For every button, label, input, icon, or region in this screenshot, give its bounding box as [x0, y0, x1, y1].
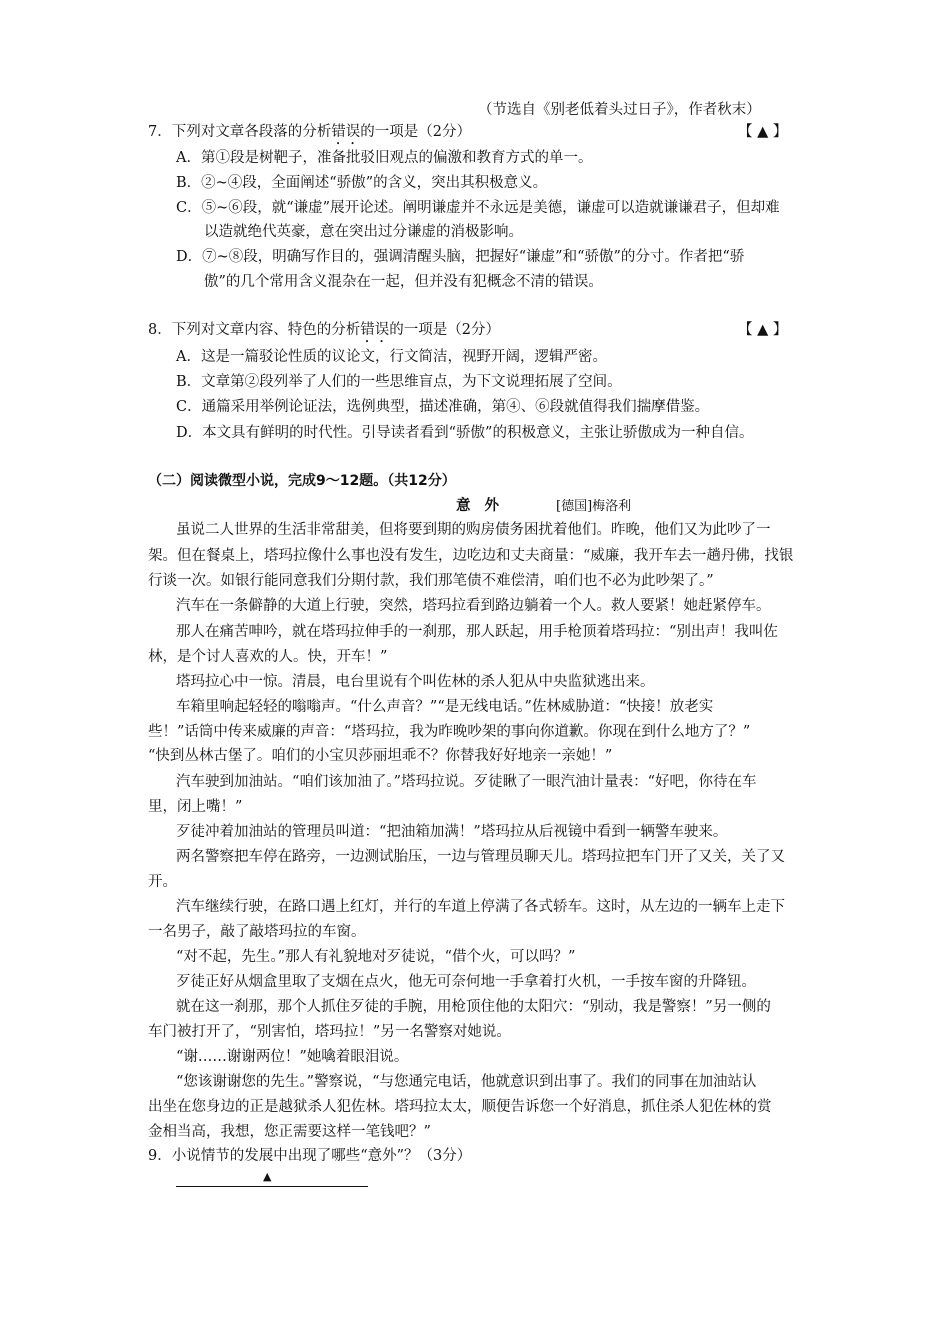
- story-line: 汽车驶到加油站。“咱们该加油了。”塔玛拉说。歹徒瞅了一眼汽油计量表：“好吧，你待在车: [176, 774, 757, 790]
- question-7-stem: [148, 122, 471, 148]
- story-line: “快到丛林古堡了。咱们的小宝贝莎丽坦乖不？你替我好好地亲一亲她！”: [148, 748, 613, 764]
- q7-option-b: B．②~④段，全面阐述“骄傲”的含义，突出其积极意义。: [176, 175, 548, 191]
- question-8-emphasis: 错误: [360, 322, 390, 338]
- story-line: “您该谢谢您的先生。”警察说，“与您通完电话，他就意识到出事了。我们的同事在加油站认: [176, 1074, 757, 1090]
- story-line: 架。但在餐桌上，塔玛拉像什么事也没有发生，边吃边和丈夫商量：“威廉，我开车去一趟丹佛，找银: [148, 548, 794, 564]
- story-line: 行谈一次。如银行能同意我们分期付款，我们那笔债不难偿清，咱们也不必为此吵架了。”: [148, 573, 714, 589]
- source-note: （节选自《别老低着头过日子》，作者秋末）: [478, 102, 761, 118]
- story-line: 车门被打开了，“别害怕，塔玛拉！”另一名警察对她说。: [148, 1024, 511, 1040]
- story-line: 虽说二人世界的生活非常甜美，但将要到期的购房债务困扰着他们。昨晚，他们又为此吵了一: [176, 522, 771, 538]
- story-line: 里，闭上嘴！”: [148, 799, 243, 815]
- question-7-stem-b: 的一项是（2分）: [360, 124, 471, 140]
- answer-line[interactable]: [176, 1186, 368, 1187]
- story-line: 就在这一刹那，那个人抓住歹徒的手腕，用枪顶住他的太阳穴：“别动，我是警察！”另一侧的: [176, 999, 771, 1015]
- q7-option-d: D．⑦~⑧段，明确写作目的，强调清醒头脑，把握好“谦虚”和“骄傲”的分寸。作者把“骄: [176, 249, 745, 265]
- story-line: 林，是个讨人喜欢的人。快，开车！”: [148, 649, 388, 665]
- question-7-answer-box[interactable]: 【 ▲ 】: [738, 124, 788, 140]
- story-line: 歹徒正好从烟盒里取了支烟在点火，他无可奈何地一手拿着打火机，一手按车窗的升降钮。: [176, 974, 756, 990]
- q7-option-d-cont: 傲”的几个常用含义混杂在一起，但并没有犯概念不清的错误。: [204, 274, 603, 290]
- story-line: 开。: [148, 874, 177, 890]
- story-line: 塔玛拉心中一惊。清晨，电台里说有个叫佐林的杀人犯从中央监狱逃出来。: [176, 674, 655, 690]
- story-line: “谢……谢谢两位！”她噙着眼泪说。: [176, 1049, 409, 1065]
- story-line: 汽车继续行驶，在路口遇上红灯，并行的车道上停满了各式轿车。这时，从左边的一辆车上走下: [176, 899, 785, 915]
- question-8-answer-box[interactable]: 【 ▲ 】: [738, 322, 788, 338]
- story-line: 金相当高，我想，您正需要这样一笔钱吧？”: [148, 1124, 431, 1140]
- q7-option-a: A．第①段是树靶子，准备批驳旧观点的偏激和教育方式的单一。: [176, 150, 593, 166]
- story-line: 那人在痛苦呻吟，就在塔玛拉伸手的一刹那，那人跃起，用手枪顶着塔玛拉：“别出声！我叫佐: [176, 624, 778, 640]
- question-7-emphasis: 错误: [331, 124, 361, 140]
- story-line: 些！”话筒中传来威廉的声音：“塔玛拉，我为昨晚吵架的事向你道歉。你现在到什么地方了？”: [148, 724, 751, 740]
- story-line: 歹徒冲着加油站的管理员叫道：“把油箱加满！”塔玛拉从后视镜中看到一辆警车驶来。: [176, 824, 728, 840]
- section-2-heading: （二）阅读微型小说，完成9～12题。（共12分）: [148, 473, 456, 489]
- story-author: [德国]梅洛利: [556, 499, 632, 514]
- question-8-stem-b: 的一项是（2分）: [389, 322, 500, 338]
- q8-option-b: B．文章第②段列举了人们的一些思维盲点，为下文说理拓展了空间。: [176, 374, 622, 390]
- q7-option-c: C．⑤~⑥段，就“谦虚”展开论述。阐明谦虚并不永远是美德，谦虚可以造就谦谦君子，但却难: [176, 200, 780, 216]
- question-8-stem-a: 8．下列对文章内容、特色的分析: [148, 322, 361, 338]
- question-9-stem: 9．小说情节的发展中出现了哪些“意外”？（3分）: [148, 1148, 472, 1164]
- answer-triangle-icon: ▲: [263, 1170, 272, 1183]
- question-7-stem-a: 7．下列对文章各段落的分析: [148, 124, 332, 140]
- q8-option-a: A．这是一篇驳论性质的议论文，行文简洁，视野开阔，逻辑严密。: [176, 349, 607, 365]
- q8-option-c: C．通篇采用举例论证法，选例典型，描述准确，第④、⑥段就值得我们揣摩借鉴。: [176, 399, 710, 415]
- story-line: 汽车在一条僻静的大道上行驶，突然，塔玛拉看到路边躺着一个人。救人要紧！她赶紧停车。: [176, 598, 771, 614]
- story-line: “对不起，先生。”那人有礼貌地对歹徒说，“借个火，可以吗？”: [176, 949, 576, 965]
- story-line: 出坐在您身边的正是越狱杀人犯佐林。塔玛拉太太，顺便告诉您一个好消息，抓住杀人犯佐林的赏: [148, 1099, 772, 1115]
- story-line: 一名男子，敲了敲塔玛拉的车窗。: [148, 924, 366, 940]
- story-title: 意外: [456, 498, 513, 514]
- q7-option-c-cont: 以造就绝代英豪，意在突出过分谦虚的消极影响。: [204, 224, 523, 240]
- q8-option-d: D．本文具有鲜明的时代性。引导读者看到“骄傲”的积极意义，主张让骄傲成为一种自信。: [176, 425, 754, 441]
- question-8-stem: [148, 320, 500, 346]
- story-line: 车箱里响起轻轻的嗡嗡声。“什么声音？”“是无线电话。”佐林威胁道：“快接！放老实: [176, 699, 714, 715]
- story-line: 两名警察把车停在路旁，一边测试胎压，一边与管理员聊天儿。塔玛拉把车门开了又关，关了又: [176, 849, 785, 865]
